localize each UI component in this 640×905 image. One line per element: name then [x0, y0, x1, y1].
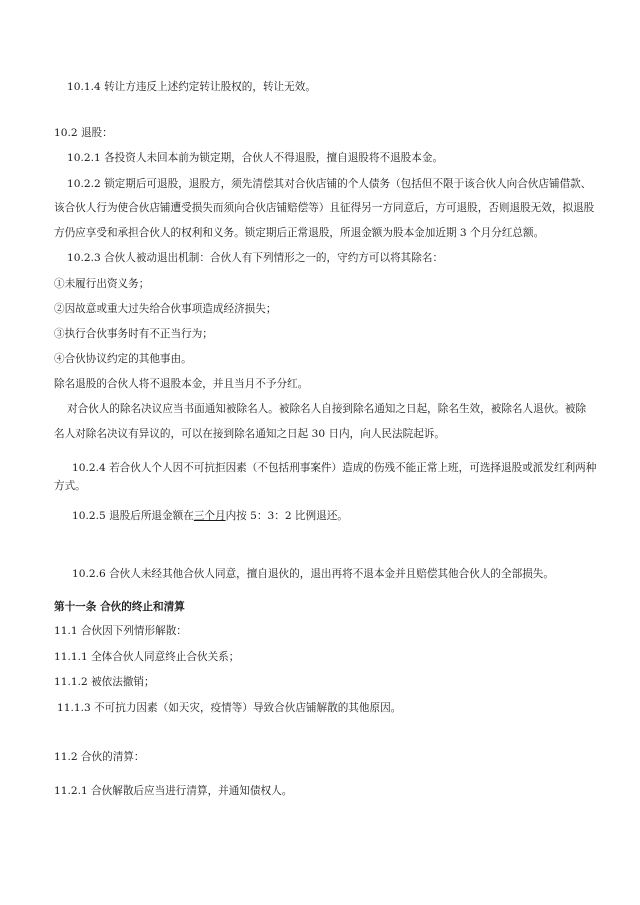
clause-11-2: 11.2 合伙的清算：: [54, 751, 145, 763]
clause-11-2-1: 11.2.1 合伙解散后应当进行清算，并通知债权人。: [54, 785, 293, 797]
clause-10-2-5-suffix: 内按 5：3：2 比例退还。: [225, 510, 348, 522]
clause-10-2-2-line-2: 该合伙人行为使合伙店铺遭受损失而须向合伙店铺赔偿等）且征得另一方同意后，方可退股，否则退股无效，拟退股: [54, 202, 595, 214]
article-11-heading: 第十一条 合伙的终止和清算: [54, 601, 185, 613]
clause-10-2-5: [72, 509, 600, 523]
removal-notice-line-1: 对合伙人的除名决议应当书面通知被除名人。被除名人自接到除名通知之日起，除名生效，被除名人退伙。被除: [67, 403, 587, 415]
clause-10-2-1: 10.2.1 各投资人未回本前为锁定期，合伙人不得退股，擅自退股将不退股本金。: [67, 152, 444, 164]
clause-10-2-2-line-3: 方仍应享受和承担合伙人的权利和义务。锁定期后正常退股，所退金额为股本金加近期 3 个月分红总额。: [54, 227, 545, 239]
list-item-1: ①未履行出资义务；: [54, 278, 150, 290]
clause-10-1-4: 10.1.4 转让方违反上述约定转让股权的，转让无效。: [67, 81, 316, 93]
clause-10-2-4-line-2: 方式。: [54, 480, 86, 492]
clause-10-2-3: 10.2.3 合伙人被动退出机制：合伙人有下列情形之一的，守约方可以将其除名：: [67, 252, 444, 264]
clause-11-1-3: 11.1.3 不可抗力因素（如天灾，疫情等）导致合伙店铺解散的其他原因。: [57, 702, 402, 714]
clause-10-2-5-underlined-term: 三个月: [193, 510, 226, 522]
list-item-2: ②因故意或重大过失给合伙事项造成经济损失；: [54, 303, 277, 315]
clause-10-2-5-prefix: 10.2.5 退股后所退金额在: [72, 510, 194, 522]
list-item-4: ④合伙协议约定的其他事由。: [54, 353, 192, 365]
clause-10-2-4-line-1: 10.2.4 若合伙人个人因不可抗拒因素（不包括刑事案件）造成的伤残不能正常上班，可选择退股或派发红利两种: [72, 462, 597, 474]
heading-10-2: 10.2 退股：: [54, 127, 113, 139]
list-item-3: ③执行合伙事务时有不正当行为；: [54, 328, 213, 340]
clause-10-2-2-line-1: 10.2.2 锁定期后可退股，退股方，须先清偿其对合伙店铺的个人债务（包括但不限于该合伙人向合伙店铺借款、: [67, 178, 592, 190]
clause-11-1-1: 11.1.1 全体合伙人同意终止合伙关系；: [54, 651, 240, 663]
clause-11-1-2: 11.1.2 被依法撤销；: [54, 676, 155, 688]
removal-notice-line-2: 名人对除名决议有异议的，可以在接到除名通知之日起 30 日内，向人民法院起诉。: [54, 428, 445, 440]
clause-11-1: 11.1 合伙因下列情形解散：: [54, 625, 187, 637]
removal-rule: 除名退股的合伙人将不退股本金，并且当月不予分红。: [54, 378, 309, 390]
clause-10-2-6: 10.2.6 合伙人未经其他合伙人同意，擅自退伙的，退出再将不退本金并且赔偿其他合伙人的全部损失。: [72, 568, 554, 580]
